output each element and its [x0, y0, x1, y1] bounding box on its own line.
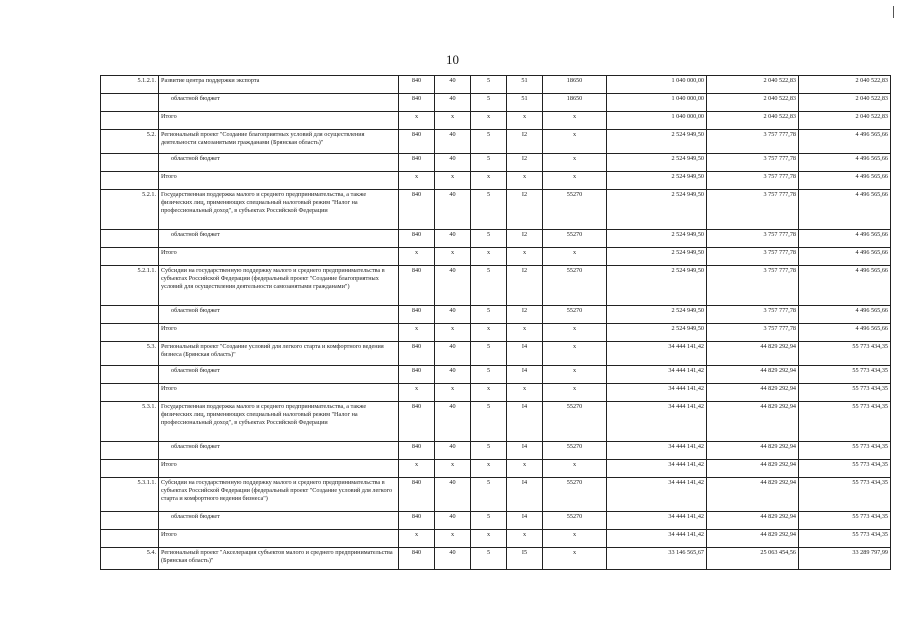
code-project: I2: [507, 154, 543, 172]
code-direction: 55270: [543, 512, 607, 530]
row-number: 5.1.2.1.: [101, 76, 159, 94]
amount-year-1: 2 524 949,50: [607, 324, 707, 342]
code-direction: х: [543, 384, 607, 402]
row-name: Итого: [159, 324, 399, 342]
amount-year-2: 3 757 777,78: [707, 190, 799, 230]
amount-year-3: 4 496 565,66: [799, 306, 891, 324]
code-program: 40: [435, 442, 471, 460]
amount-year-2: 44 829 292,94: [707, 402, 799, 442]
amount-year-3: 55 773 434,35: [799, 402, 891, 442]
table-row: [101, 342, 891, 366]
table-row: [101, 402, 891, 442]
code-project: х: [507, 248, 543, 266]
code-program: 40: [435, 306, 471, 324]
amount-year-3: 4 496 565,66: [799, 266, 891, 306]
code-subprogram: 5: [471, 190, 507, 230]
amount-year-2: 3 757 777,78: [707, 130, 799, 154]
row-name: Субсидии на государственную поддержку малого и среднего предпринимательства в субъектах Российской Федерации (федеральный проект "Создание условий для легкого старта и комфортного ведения бизнеса"): [159, 478, 399, 512]
code-ministry: х: [399, 384, 435, 402]
code-program: 40: [435, 342, 471, 366]
table-row: [101, 190, 891, 230]
code-project: I2: [507, 230, 543, 248]
code-program: 40: [435, 230, 471, 248]
code-program: х: [435, 530, 471, 548]
code-direction: х: [543, 324, 607, 342]
amount-year-3: 55 773 434,35: [799, 442, 891, 460]
code-direction: х: [543, 548, 607, 570]
amount-year-2: 3 757 777,78: [707, 306, 799, 324]
code-program: х: [435, 384, 471, 402]
code-project: 51: [507, 94, 543, 112]
code-direction: 55270: [543, 190, 607, 230]
row-number: 5.2.1.1.: [101, 266, 159, 306]
amount-year-2: 44 829 292,94: [707, 478, 799, 512]
row-number: [101, 172, 159, 190]
code-subprogram: 5: [471, 154, 507, 172]
row-name: областной бюджет: [159, 512, 399, 530]
row-number: [101, 154, 159, 172]
amount-year-2: 44 829 292,94: [707, 460, 799, 478]
code-project: х: [507, 112, 543, 130]
row-name: Итого: [159, 248, 399, 266]
table-row: [101, 512, 891, 530]
amount-year-2: 44 829 292,94: [707, 442, 799, 460]
table-row: [101, 94, 891, 112]
row-name: областной бюджет: [159, 366, 399, 384]
table-row: [101, 266, 891, 306]
amount-year-1: 1 040 000,00: [607, 76, 707, 94]
row-name: Региональный проект "Создание условий для легкого старта и комфортного ведения бизнеса (Брянская область)": [159, 342, 399, 366]
code-direction: х: [543, 248, 607, 266]
code-direction: х: [543, 130, 607, 154]
table-row: [101, 172, 891, 190]
amount-year-3: 2 040 522,83: [799, 76, 891, 94]
code-subprogram: х: [471, 460, 507, 478]
code-project: I2: [507, 306, 543, 324]
code-direction: х: [543, 366, 607, 384]
code-direction: 55270: [543, 442, 607, 460]
table-row: [101, 548, 891, 570]
table-row: [101, 230, 891, 248]
code-project: I4: [507, 402, 543, 442]
page-number: 10: [446, 52, 459, 67]
amount-year-1: 2 524 949,50: [607, 154, 707, 172]
amount-year-2: 44 829 292,94: [707, 512, 799, 530]
amount-year-3: 55 773 434,35: [799, 460, 891, 478]
table-row: [101, 112, 891, 130]
code-project: I5: [507, 548, 543, 570]
row-number: 5.3.1.1.: [101, 478, 159, 512]
amount-year-1: 1 040 000,00: [607, 94, 707, 112]
amount-year-3: 55 773 434,35: [799, 366, 891, 384]
code-project: х: [507, 460, 543, 478]
code-ministry: х: [399, 530, 435, 548]
code-program: х: [435, 248, 471, 266]
code-program: 40: [435, 130, 471, 154]
row-number: 5.2.: [101, 130, 159, 154]
row-number: [101, 94, 159, 112]
code-program: 40: [435, 512, 471, 530]
code-ministry: 840: [399, 366, 435, 384]
amount-year-1: 34 444 141,42: [607, 366, 707, 384]
code-direction: 18650: [543, 94, 607, 112]
amount-year-3: 55 773 434,35: [799, 342, 891, 366]
code-direction: х: [543, 172, 607, 190]
code-direction: х: [543, 342, 607, 366]
code-subprogram: 5: [471, 366, 507, 384]
code-direction: 55270: [543, 230, 607, 248]
row-number: [101, 324, 159, 342]
table-row: [101, 248, 891, 266]
amount-year-2: 2 040 522,83: [707, 76, 799, 94]
code-ministry: 840: [399, 342, 435, 366]
row-name: Итого: [159, 172, 399, 190]
code-project: х: [507, 172, 543, 190]
code-program: 40: [435, 76, 471, 94]
code-ministry: 840: [399, 512, 435, 530]
amount-year-1: 34 444 141,42: [607, 512, 707, 530]
code-subprogram: 5: [471, 306, 507, 324]
code-ministry: 840: [399, 306, 435, 324]
amount-year-3: 4 496 565,66: [799, 172, 891, 190]
code-subprogram: 5: [471, 442, 507, 460]
row-name: областной бюджет: [159, 94, 399, 112]
code-project: I4: [507, 478, 543, 512]
amount-year-1: 34 444 141,42: [607, 384, 707, 402]
budget-table: [100, 75, 891, 570]
code-subprogram: х: [471, 172, 507, 190]
row-name: областной бюджет: [159, 154, 399, 172]
row-name: Субсидии на государственную поддержку малого и среднего предпринимательства в субъектах Российской Федерации (федеральный проект "Создание благоприятных условий для осуществления деятельности самозанятыми гражданами"): [159, 266, 399, 306]
row-name: Развитие центра поддержки экспорта: [159, 76, 399, 94]
amount-year-1: 1 040 000,00: [607, 112, 707, 130]
code-subprogram: х: [471, 112, 507, 130]
code-ministry: 840: [399, 154, 435, 172]
table-row: [101, 460, 891, 478]
row-number: 5.4.: [101, 548, 159, 570]
code-program: 40: [435, 366, 471, 384]
code-direction: 18650: [543, 76, 607, 94]
code-subprogram: 5: [471, 230, 507, 248]
code-ministry: х: [399, 460, 435, 478]
scan-edge-mark: [893, 6, 894, 18]
amount-year-3: 4 496 565,66: [799, 190, 891, 230]
table-row: [101, 366, 891, 384]
amount-year-2: 3 757 777,78: [707, 248, 799, 266]
row-name: областной бюджет: [159, 306, 399, 324]
row-number: [101, 366, 159, 384]
amount-year-2: 3 757 777,78: [707, 230, 799, 248]
table-row: [101, 130, 891, 154]
code-ministry: 840: [399, 478, 435, 512]
amount-year-1: 33 146 565,67: [607, 548, 707, 570]
code-project: х: [507, 530, 543, 548]
code-program: 40: [435, 478, 471, 512]
code-program: х: [435, 112, 471, 130]
code-subprogram: 5: [471, 266, 507, 306]
code-ministry: 840: [399, 94, 435, 112]
amount-year-3: 2 040 522,83: [799, 94, 891, 112]
amount-year-3: 4 496 565,66: [799, 248, 891, 266]
code-direction: 55270: [543, 478, 607, 512]
row-number: [101, 248, 159, 266]
code-direction: х: [543, 154, 607, 172]
row-name: областной бюджет: [159, 230, 399, 248]
code-program: 40: [435, 266, 471, 306]
amount-year-2: 44 829 292,94: [707, 384, 799, 402]
code-ministry: 840: [399, 130, 435, 154]
code-ministry: 840: [399, 402, 435, 442]
row-name: Итого: [159, 460, 399, 478]
code-direction: х: [543, 460, 607, 478]
row-number: [101, 442, 159, 460]
code-program: 40: [435, 190, 471, 230]
amount-year-3: 33 289 797,99: [799, 548, 891, 570]
amount-year-2: 44 829 292,94: [707, 530, 799, 548]
row-name: Итого: [159, 384, 399, 402]
code-project: I2: [507, 130, 543, 154]
code-program: х: [435, 460, 471, 478]
row-number: 5.2.1.: [101, 190, 159, 230]
code-ministry: х: [399, 172, 435, 190]
amount-year-3: 4 496 565,66: [799, 230, 891, 248]
row-name: Итого: [159, 112, 399, 130]
code-subprogram: 5: [471, 512, 507, 530]
amount-year-2: 2 040 522,83: [707, 112, 799, 130]
code-project: I2: [507, 190, 543, 230]
code-subprogram: 5: [471, 478, 507, 512]
amount-year-1: 34 444 141,42: [607, 478, 707, 512]
row-name: Государственная поддержка малого и среднего предпринимательства, а также физических лиц, применяющих специальный налоговый режим "Налог на профессиональный доход", в субъектах Российской Федерации: [159, 190, 399, 230]
amount-year-2: 44 829 292,94: [707, 342, 799, 366]
amount-year-2: 3 757 777,78: [707, 266, 799, 306]
code-subprogram: 5: [471, 548, 507, 570]
code-program: 40: [435, 94, 471, 112]
amount-year-2: 3 757 777,78: [707, 324, 799, 342]
code-direction: х: [543, 112, 607, 130]
code-project: х: [507, 384, 543, 402]
code-project: I2: [507, 266, 543, 306]
code-subprogram: х: [471, 248, 507, 266]
amount-year-3: 55 773 434,35: [799, 384, 891, 402]
amount-year-1: 2 524 949,50: [607, 248, 707, 266]
row-name: Региональный проект "Создание благоприятных условий для осуществления деятельности самозанятыми гражданами (Брянская область)": [159, 130, 399, 154]
amount-year-3: 55 773 434,35: [799, 530, 891, 548]
amount-year-3: 4 496 565,66: [799, 130, 891, 154]
table-row: [101, 324, 891, 342]
row-number: [101, 384, 159, 402]
amount-year-1: 2 524 949,50: [607, 306, 707, 324]
code-subprogram: 5: [471, 342, 507, 366]
row-name: Государственная поддержка малого и среднего предпринимательства, а также физических лиц, применяющих специальный налоговый режим "Налог на профессиональный доход", в субъектах Российской Федерации: [159, 402, 399, 442]
amount-year-3: 2 040 522,83: [799, 112, 891, 130]
budget-table-body: [101, 76, 891, 570]
code-ministry: х: [399, 324, 435, 342]
amount-year-2: 3 757 777,78: [707, 154, 799, 172]
row-name: Региональный проект "Акселерация субъектов малого и среднего предпринимательства (Брянская область)": [159, 548, 399, 570]
amount-year-1: 2 524 949,50: [607, 130, 707, 154]
table-row: [101, 306, 891, 324]
row-number: 5.3.: [101, 342, 159, 366]
code-program: 40: [435, 402, 471, 442]
table-row: [101, 530, 891, 548]
row-number: [101, 512, 159, 530]
code-ministry: 840: [399, 190, 435, 230]
amount-year-1: 34 444 141,42: [607, 342, 707, 366]
code-ministry: х: [399, 248, 435, 266]
row-number: [101, 112, 159, 130]
amount-year-3: 55 773 434,35: [799, 512, 891, 530]
amount-year-1: 2 524 949,50: [607, 172, 707, 190]
amount-year-3: 4 496 565,66: [799, 324, 891, 342]
code-ministry: 840: [399, 76, 435, 94]
amount-year-1: 2 524 949,50: [607, 266, 707, 306]
code-subprogram: 5: [471, 402, 507, 442]
amount-year-3: 4 496 565,66: [799, 154, 891, 172]
code-subprogram: 5: [471, 76, 507, 94]
code-subprogram: х: [471, 324, 507, 342]
code-direction: х: [543, 530, 607, 548]
row-number: [101, 230, 159, 248]
amount-year-2: 44 829 292,94: [707, 366, 799, 384]
row-number: [101, 530, 159, 548]
amount-year-1: 34 444 141,42: [607, 402, 707, 442]
amount-year-3: 55 773 434,35: [799, 478, 891, 512]
amount-year-2: 25 063 454,56: [707, 548, 799, 570]
row-name: Итого: [159, 530, 399, 548]
amount-year-1: 34 444 141,42: [607, 530, 707, 548]
table-row: [101, 76, 891, 94]
code-ministry: 840: [399, 442, 435, 460]
code-program: х: [435, 324, 471, 342]
amount-year-2: 2 040 522,83: [707, 94, 799, 112]
code-subprogram: х: [471, 530, 507, 548]
row-number: [101, 306, 159, 324]
code-subprogram: 5: [471, 94, 507, 112]
code-project: I4: [507, 512, 543, 530]
amount-year-1: 34 444 141,42: [607, 442, 707, 460]
code-project: 51: [507, 76, 543, 94]
table-row: [101, 154, 891, 172]
code-subprogram: 5: [471, 130, 507, 154]
code-ministry: 840: [399, 230, 435, 248]
code-program: 40: [435, 548, 471, 570]
code-program: х: [435, 172, 471, 190]
row-number: 5.3.1.: [101, 402, 159, 442]
amount-year-1: 2 524 949,50: [607, 230, 707, 248]
code-ministry: х: [399, 112, 435, 130]
amount-year-1: 34 444 141,42: [607, 460, 707, 478]
code-subprogram: х: [471, 384, 507, 402]
row-number: [101, 460, 159, 478]
row-name: областной бюджет: [159, 442, 399, 460]
amount-year-1: 2 524 949,50: [607, 190, 707, 230]
code-direction: 55270: [543, 402, 607, 442]
code-program: 40: [435, 154, 471, 172]
code-project: х: [507, 324, 543, 342]
code-project: I4: [507, 442, 543, 460]
amount-year-2: 3 757 777,78: [707, 172, 799, 190]
code-ministry: 840: [399, 548, 435, 570]
table-row: [101, 384, 891, 402]
code-direction: 55270: [543, 266, 607, 306]
code-project: I4: [507, 342, 543, 366]
code-direction: 55270: [543, 306, 607, 324]
code-project: I4: [507, 366, 543, 384]
table-row: [101, 442, 891, 460]
table-row: [101, 478, 891, 512]
code-ministry: 840: [399, 266, 435, 306]
